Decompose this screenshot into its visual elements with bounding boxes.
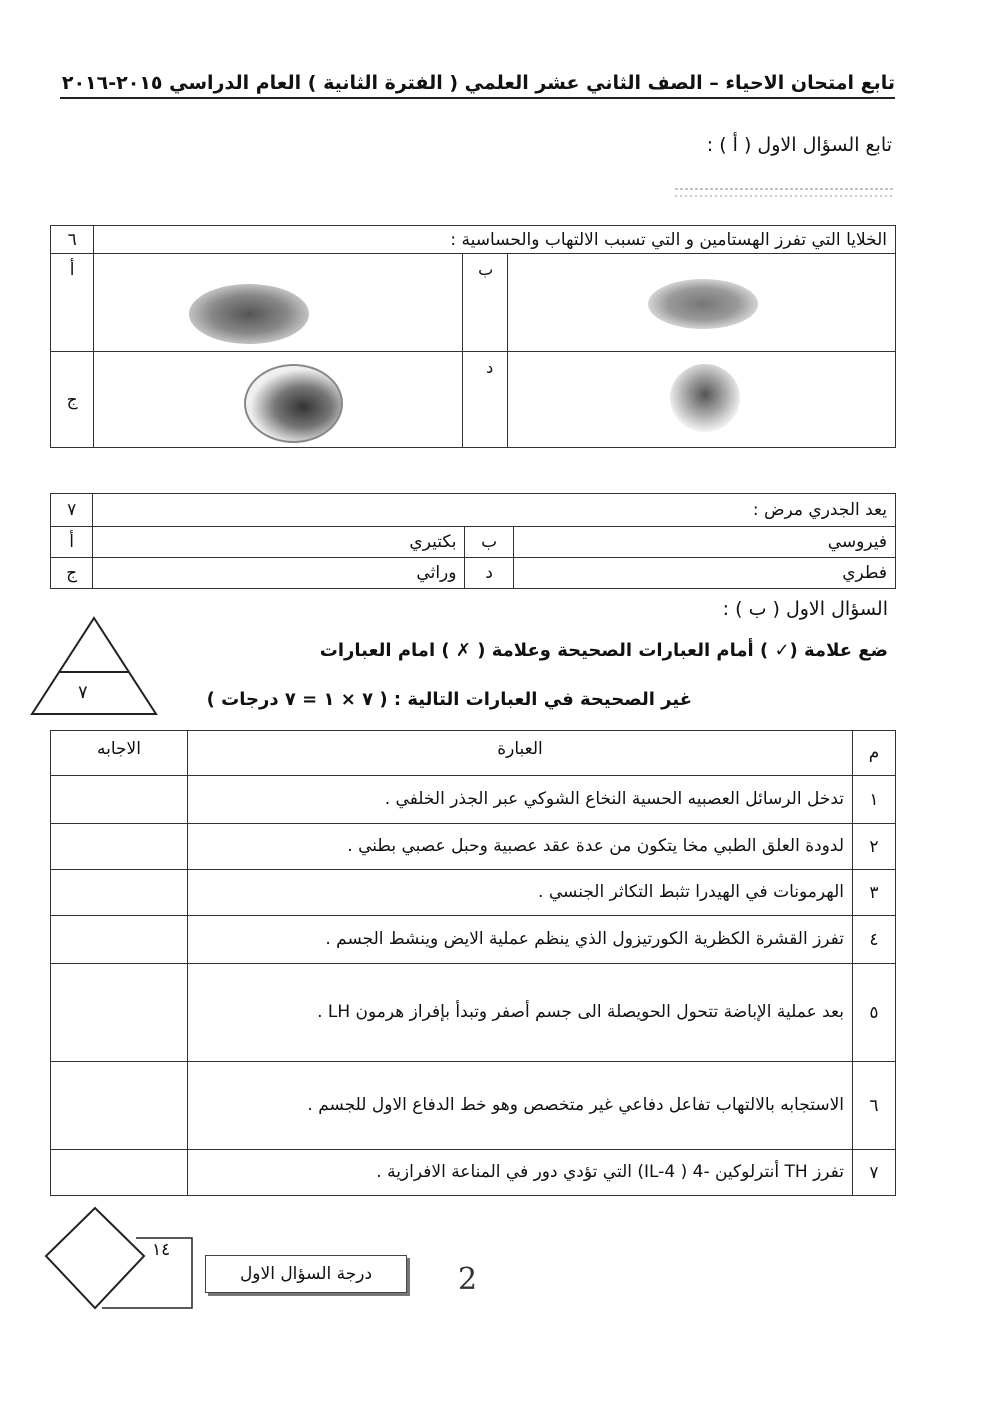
- option-letter: ج: [51, 558, 93, 589]
- question-6-table: [50, 225, 896, 448]
- total-score-diamond-icon: [40, 1204, 200, 1314]
- statement-text: تدخل الرسائل العصبيه الحسية النخاع الشوكي عبر الجذر الخلفي .: [188, 776, 853, 824]
- cell-image-icon: [648, 279, 758, 329]
- header-statement: العبارة: [188, 731, 853, 776]
- option-letter: أ: [51, 254, 94, 352]
- option-letter: ب: [462, 254, 507, 352]
- option-b-text[interactable]: فيروسي: [513, 527, 895, 558]
- row-number: ٤: [853, 916, 896, 964]
- question-text: الخلايا التي تفرز الهستامين و التي تسبب الالتهاب والحساسية :: [94, 226, 896, 254]
- option-letter: أ: [51, 527, 93, 558]
- answer-box[interactable]: [51, 870, 188, 916]
- page-number: 2: [458, 1262, 478, 1297]
- answer-box[interactable]: [51, 824, 188, 870]
- answer-box[interactable]: [51, 1150, 188, 1196]
- statement-text: الهرمونات في الهيدرا تثبط التكاثر الجنسي .: [188, 870, 853, 916]
- statement-text: تفرز القشرة الكظرية الكورتيزول الذي ينظم عملية الايض وينشط الجسم .: [188, 916, 853, 964]
- row-number: ٦: [853, 1062, 896, 1150]
- row-number: ٣: [853, 870, 896, 916]
- option-d-text[interactable]: فطري: [513, 558, 895, 589]
- option-b-image[interactable]: [508, 254, 896, 352]
- row-number: ٥: [853, 964, 896, 1062]
- option-a-image[interactable]: [94, 254, 463, 352]
- total-score: ١٤: [152, 1240, 171, 1260]
- option-letter: ب: [465, 527, 513, 558]
- question-7-table: [50, 493, 896, 589]
- score-triangle-icon: [30, 616, 158, 716]
- cell-image-icon: [670, 364, 740, 432]
- statement-text: الاستجابه بالالتهاب تفاعل دفاعي غير متخصص وهو خط الدفاع الاول للجسم .: [188, 1062, 853, 1150]
- header-num: م: [853, 731, 896, 776]
- answer-box[interactable]: [51, 1062, 188, 1150]
- answer-box[interactable]: [51, 776, 188, 824]
- statement-text: لدودة العلق الطبي مخا يتكون من عدة عقد عصبية وحبل عصبي بطني .: [188, 824, 853, 870]
- row-number: ٢: [853, 824, 896, 870]
- option-a-text[interactable]: بكتيري: [93, 527, 465, 558]
- page-header: تابع امتحان الاحياء – الصف الثاني عشر العلمي ( الفترة الثانية ) العام الدراسي ٢٠١٥-٢٠١٦: [60, 72, 895, 99]
- option-letter: د: [465, 558, 513, 589]
- scan-noise-line: [675, 186, 895, 200]
- answer-box[interactable]: [51, 964, 188, 1062]
- option-letter: د: [462, 352, 507, 448]
- total-score-label: درجة السؤال الاول: [205, 1255, 407, 1293]
- option-letter: ج: [51, 352, 94, 448]
- question-number: ٧: [51, 494, 93, 527]
- question-number: ٦: [51, 226, 94, 254]
- row-number: ٧: [853, 1150, 896, 1196]
- instruction-line-1: ضع علامة (✓ ) أمام العبارات الصحيحة وعلامة ( ✗ ) امام العبارات: [319, 640, 888, 661]
- statement-text: بعد عملية الإباضة تتحول الحويصلة الى جسم أصفر وتبدأ بإفراز هرمون LH .: [188, 964, 853, 1062]
- section-b-title: السؤال الاول ( ب ) :: [722, 598, 888, 620]
- answer-box[interactable]: [51, 916, 188, 964]
- row-number: ١: [853, 776, 896, 824]
- true-false-table: [50, 730, 896, 1196]
- cell-image-icon: [189, 284, 309, 344]
- score-value: ٧: [78, 682, 88, 703]
- option-d-image[interactable]: [508, 352, 896, 448]
- question-text: يعد الجدري مرض :: [93, 494, 896, 527]
- statement-text: تفرز TH أنترلوكين -4 ( IL-4) التي تؤدي دور في المناعة الافرازية .: [188, 1150, 853, 1196]
- option-c-image[interactable]: [94, 352, 463, 448]
- section-a-title: تابع السؤال الاول ( أ ) :: [706, 134, 892, 156]
- option-c-text[interactable]: وراثي: [93, 558, 465, 589]
- cell-image-icon: [244, 364, 343, 443]
- instruction-line-2: غير الصحيحة في العبارات التالية : ( ٧ × ١ = ٧ درجات ): [206, 689, 692, 710]
- header-answer: الاجابه: [51, 731, 188, 776]
